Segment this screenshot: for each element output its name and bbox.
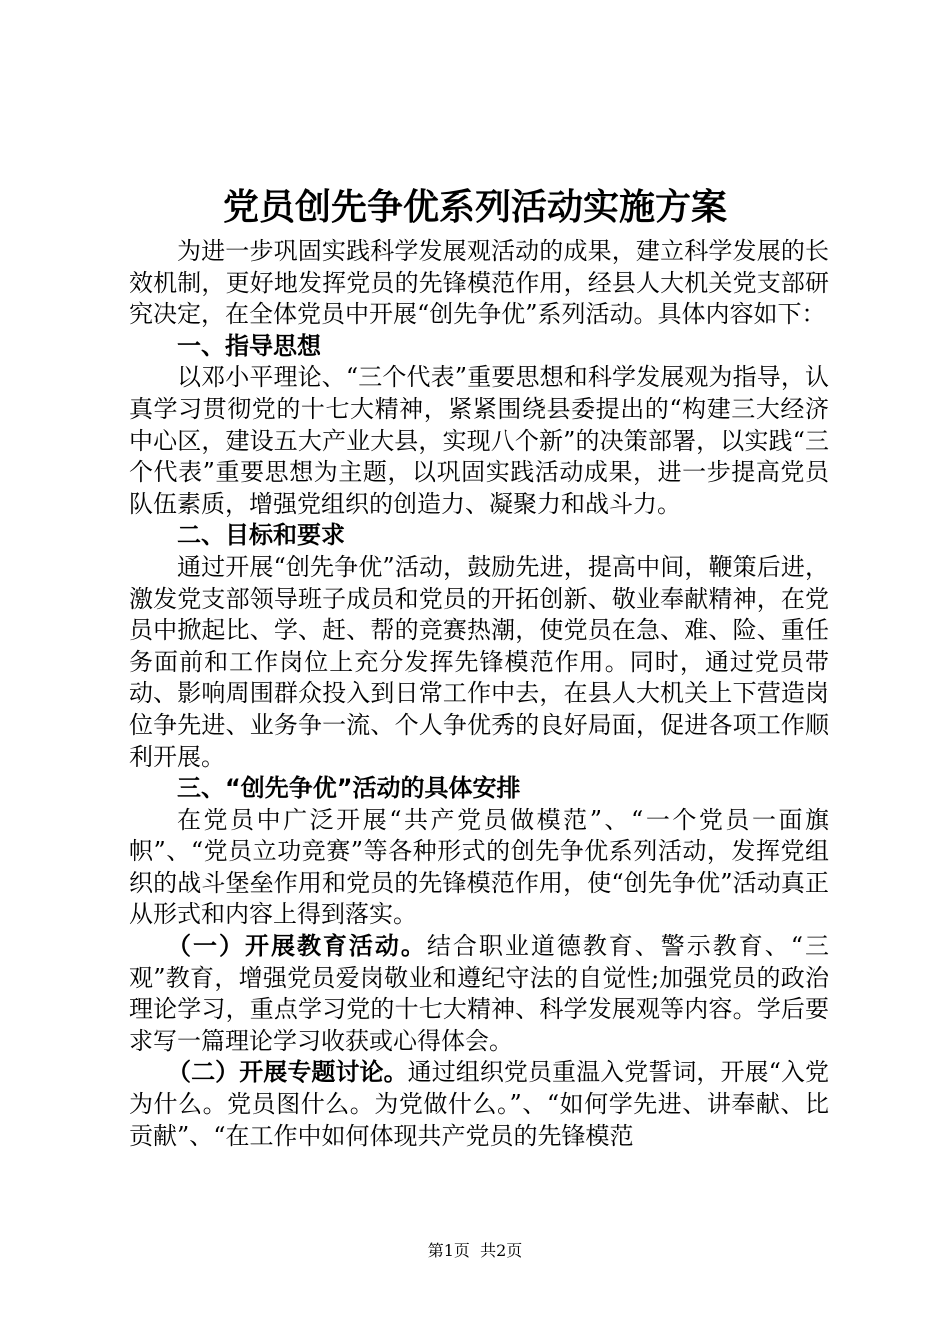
intro-paragraph: 为进一步巩固实践科学发展观活动的成果，建立科学发展的长效机制，更好地发挥党员的先锋模范作用，经县人大机关党支部研究决定，在全体党员中开展“创先争优”系列活动。具体内容如下： — [129, 237, 829, 329]
item-education-lead: （一）开展教育活动。 — [167, 932, 427, 961]
document-title: 党员创先争优系列活动实施方案 — [222, 187, 727, 228]
section-paragraph-goals: 通过开展“创先争优”活动，鼓励先进，提高中间，鞭策后进，激发党支部领导班子成员和党员的开拓创新、敬业奉献精神，在党员中掀起比、学、赶、帮的竞赛热潮，使党员在急、难、险、重任务面前和工作岗位上充分发挥先锋模范作用。同时，通过党员带动、影响周围群众投入到日常工作中去，在县人大机关上下营造岗位争先进、业务争一流、个人争优秀的良好局面，促进各项工作顺利开展。 — [129, 552, 829, 771]
section-heading-goals: 二、目标和要求 — [177, 521, 345, 550]
section-paragraph-guiding-thought: 以邓小平理论、“三个代表”重要思想和科学发展观为指导，认真学习贯彻党的十七大精神，紧紧围绕县委提出的“构建三大经济中心区，建设五大产业大县，实现八个新”的决策部署，以实践“三个代表”重要思想为主题，以巩固实践活动成果，进一步提高党员队伍素质，增强党组织的创造力、凝聚力和战斗力。 — [129, 363, 829, 518]
section-heading-guiding-thought: 一、指导思想 — [177, 331, 321, 360]
page-number-current: 第1页 — [427, 1241, 470, 1260]
page-number-total: 共2页 — [480, 1241, 523, 1260]
item-discussion-lead: （二）开展专题讨论。 — [167, 1058, 408, 1087]
item-education-activity — [129, 931, 829, 1057]
section-heading-arrangements: 三、“创先争优”活动的具体安排 — [177, 774, 521, 803]
document-body — [129, 236, 829, 1152]
page-footer — [0, 1240, 950, 1262]
item-topic-discussion — [129, 1057, 829, 1152]
section-paragraph-arrangements: 在党员中广泛开展“共产党员做模范”、“一个党员一面旗帜”、“党员立功竞赛”等各种形式的创先争优系列活动，发挥党组织的战斗堡垒作用和党员的先锋模范作用，使“创先争优”活动真正从形式和内容上得到落实。 — [129, 805, 829, 929]
item-discussion-text: 通过组织党员重温入党誓词，开展“入党为什么。党员图什么。为党做什么。”、“如何学先进、讲奉献、比贡献”、“在工作中如何体现共产党员的先锋模范 — [129, 1058, 829, 1150]
item-education-text: 结合职业道德教育、警示教育、“三观”教育，增强党员爱岗敬业和遵纪守法的自觉性;加强党员的政治理论学习，重点学习党的十七大精神、科学发展观等内容。学后要求写一篇理论学习收获或心得体会。 — [129, 932, 829, 1055]
